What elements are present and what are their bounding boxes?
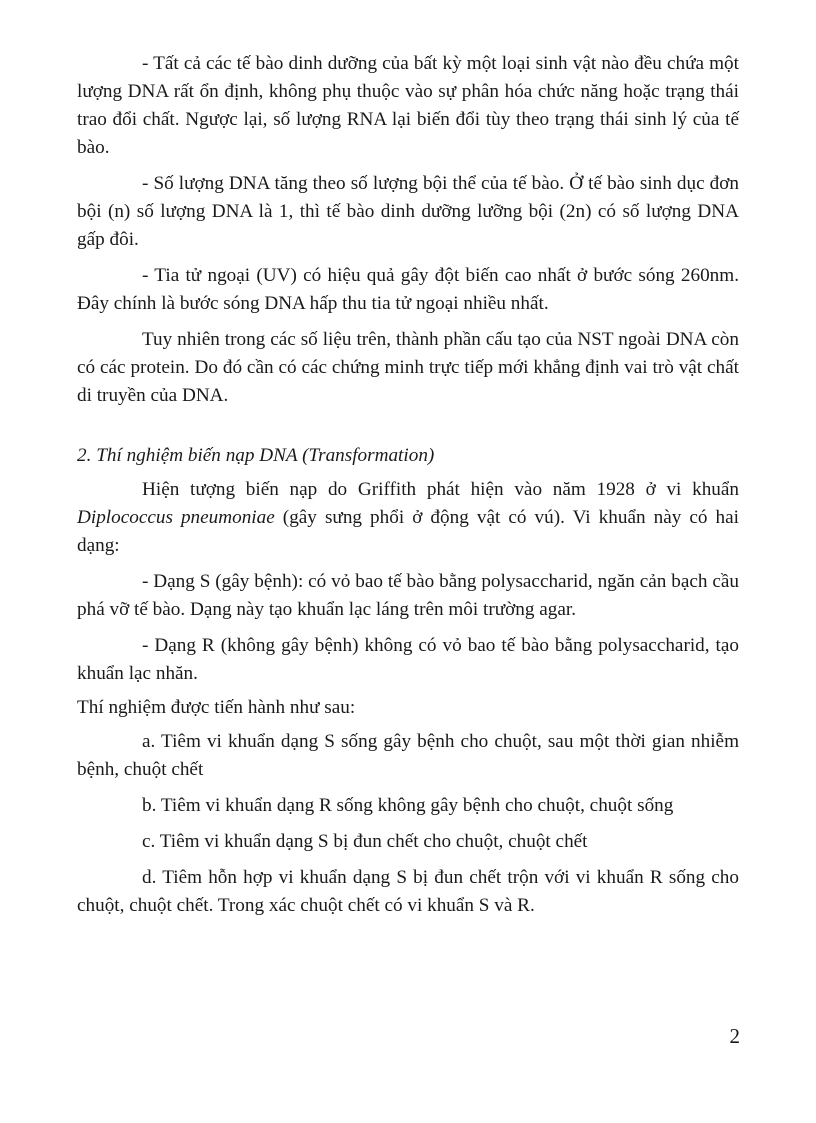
species-name: Diplococcus pneumoniae [77, 507, 275, 528]
section-heading: 2. Thí nghiệm biến nạp DNA (Transformation) [77, 445, 435, 466]
paragraph-form-s: - Dạng S (gây bệnh): có vỏ bao tế bào bằng polysaccharid, ngăn cản bạch cầu phá vỡ tế bào. Dạng này tạo khuẩn lạc láng trên môi trường agar. [77, 571, 739, 620]
paragraph-griffith-intro [77, 476, 739, 560]
intro-text-before: Hiện tượng biến nạp do Griffith phát hiện vào năm 1928 ở vi khuẩn [142, 479, 739, 500]
intro-text-after: (gây sưng phổi ở động vật có vú). Vi khuẩn này có hai dạng: [77, 507, 739, 556]
experiment-step-d: d. Tiêm hỗn hợp vi khuẩn dạng S bị đun chết trộn với vi khuẩn R sống cho chuột, chuột chết. Trong xác chuột chết có vi khuẩn S và R. [77, 867, 739, 916]
paragraph-form-r: - Dạng R (không gây bệnh) không có vỏ bao tế bào bằng polysaccharid, tạo khuẩn lạc nhăn. [77, 635, 739, 684]
document-page [77, 50, 739, 928]
paragraph-dna-ploidy: - Số lượng DNA tăng theo số lượng bội thể của tế bào. Ở tế bào sinh dục đơn bội (n) số lượng DNA là 1, thì tế bào dinh dưỡng lưỡng bội (2n) có số lượng DNA gấp đôi. [77, 173, 739, 250]
experiment-step-c: c. Tiêm vi khuẩn dạng S bị đun chết cho chuột, chuột chết [142, 831, 588, 852]
paragraph-nst-protein: Tuy nhiên trong các số liệu trên, thành phần cấu tạo của NST ngoài DNA còn có các protein. Do đó cần có các chứng minh trực tiếp mới khẳng định vai trò vật chất di truyền của DNA. [77, 329, 739, 406]
experiment-step-a: a. Tiêm vi khuẩn dạng S sống gây bệnh cho chuột, sau một thời gian nhiễm bệnh, chuột chết [77, 731, 739, 780]
page-number: 2 [729, 1024, 740, 1048]
paragraph-uv-mutation: - Tia tử ngoại (UV) có hiệu quả gây đột biến cao nhất ở bước sóng 260nm. Đây chính là bước sóng DNA hấp thu tia tử ngoại nhiều nhất. [77, 265, 739, 314]
paragraph-dna-stability: - Tất cả các tế bào dinh dưỡng của bất kỳ một loại sinh vật nào đều chứa một lượng DNA rất ổn định, không phụ thuộc vào sự phân hóa chức năng hoặc trạng thái trao đổi chất. Ngược lại, số lượng RNA lại biến đổi tùy theo trạng thái sinh lý của tế bào. [77, 53, 739, 158]
experiment-step-b: b. Tiêm vi khuẩn dạng R sống không gây bệnh cho chuột, chuột sống [142, 795, 674, 816]
paragraph-experiment-intro: Thí nghiệm được tiến hành như sau: [77, 697, 356, 718]
